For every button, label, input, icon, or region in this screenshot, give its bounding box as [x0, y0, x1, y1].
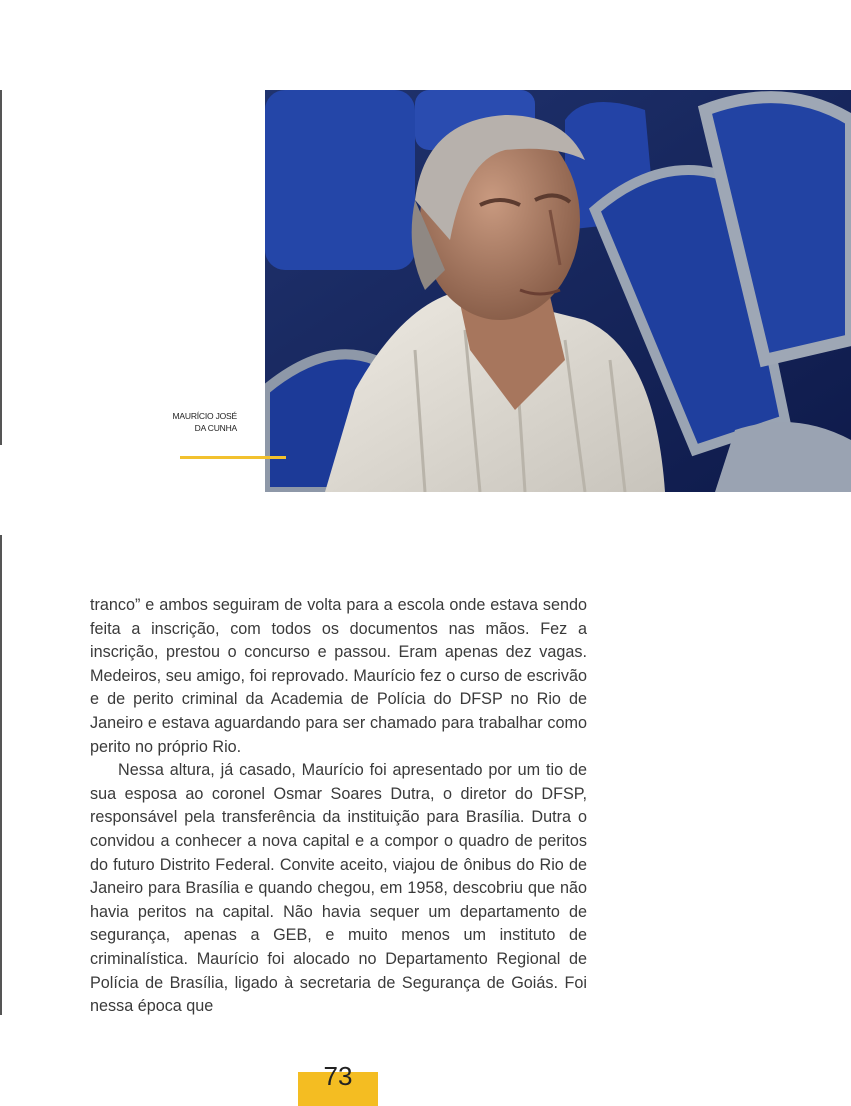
caption-line-2: DA CUNHA: [194, 423, 237, 433]
photo-caption: [120, 410, 237, 434]
binding-edge-top: [0, 90, 2, 445]
binding-edge-bottom: [0, 535, 2, 1015]
caption-underline: [180, 456, 286, 459]
paragraph: Nessa altura, já casado, Maurício foi apresentado por um tio de sua esposa ao coronel Osmar Soares Dutra, o diretor do DFSP, responsável pela transferência da instituição para Brasília. Dutra o convidou a conhecer a nova capital e a compor o quadro de peritos do futuro Distrito Federal. Convite aceito, viajou de ônibus do Rio de Janeiro para Brasília e quando chegou, em 1958, descobriu que não havia peritos na capital. Não havia sequer um departamento de segurança, apenas a GEB, e muito menos um instituto de criminalística. Maurício foi alocado no Departamento Regional de Polícia de Brasília, ligado à secretaria de Segurança de Goiás. Foi nessa época que: [90, 761, 587, 1016]
article-body: [90, 594, 587, 1019]
page-number: 73: [323, 1061, 353, 1091]
paragraph: tranco” e ambos seguiram de volta para a escola onde estava sendo feita a inscrição, com todos os documentos nas mãos. Fez a inscrição, prestou o concurso e passou. Eram apenas dez vagas. Medeiros, seu amigo, foi reprovado. Maurício fez o curso de escrivão e de perito criminal da Academia de Polícia do DFSP no Rio de Janeiro e estava aguardando para ser chamado para trabalhar como perito no próprio Rio.: [90, 596, 587, 756]
portrait-photo: [265, 90, 851, 492]
caption-line-1: MAURÍCIO JOSÉ: [172, 411, 237, 421]
